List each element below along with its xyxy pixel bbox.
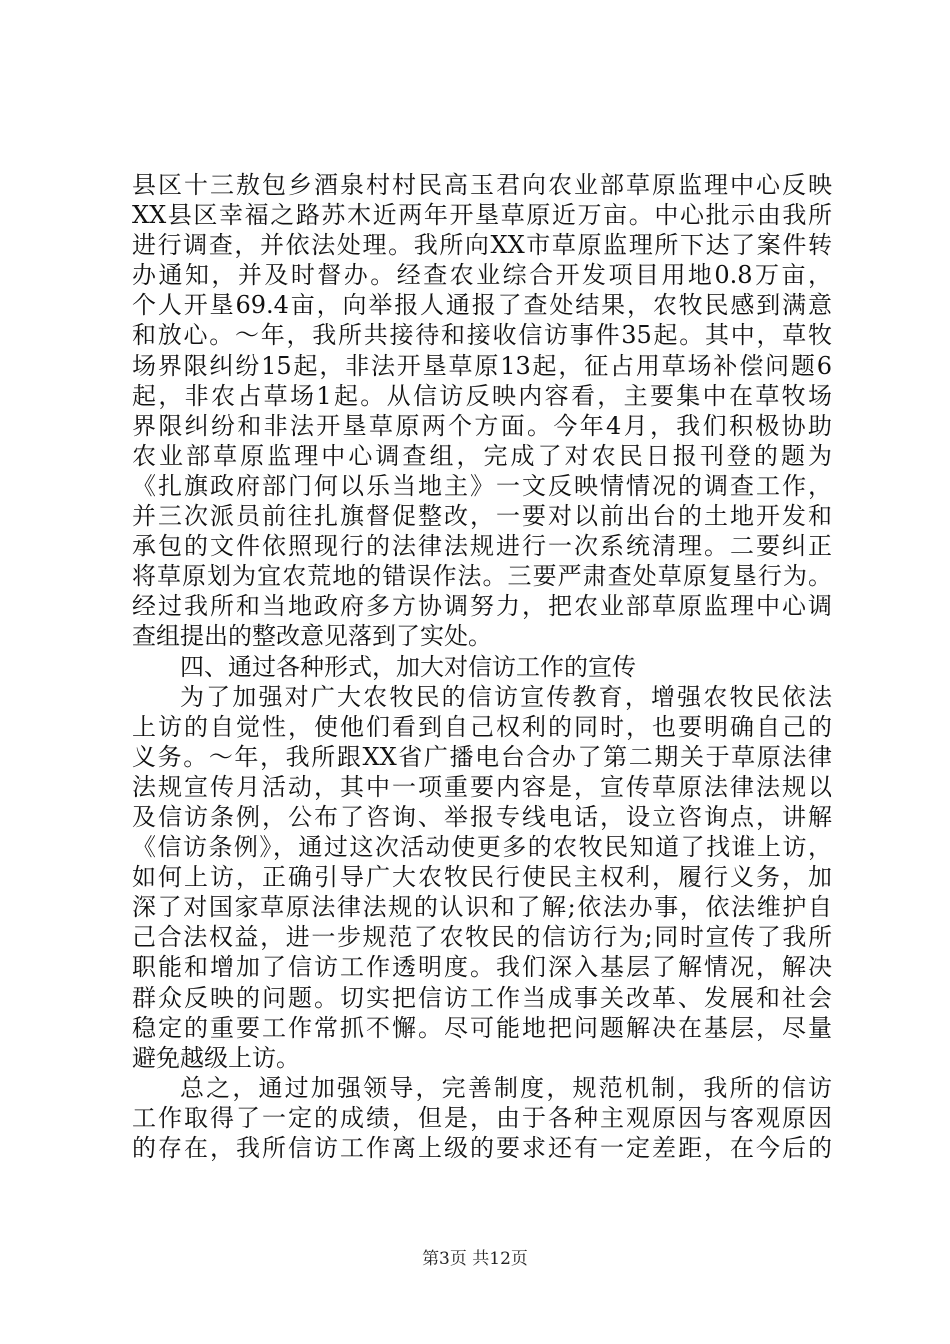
text-line: 深了对国家草原法律法规的认识和了解;依法办事，依法维护自 [132,893,832,922]
text-line: 进行调查，并依法处理。我所向XX市草原监理所下达了案件转 [132,231,832,260]
text-line: 经过我所和当地政府多方协调努力，把农业部草原监理中心调 [132,592,832,621]
page-footer: 第3页 共12页 [422,1249,528,1269]
text-line: 如何上访，正确引导广大农牧民行使民主权利，履行义务，加 [132,863,832,892]
text-line: 《扎旗政府部门何以乐当地主》一文反映情情况的调查工作， [132,471,832,500]
text-line: 法规宣传月活动，其中一项重要内容是，宣传草原法律法规以 [132,772,832,801]
text-line: 及信访条例，公布了咨询、举报专线电话，设立咨询点，讲解 [132,802,832,831]
text-line: 并三次派员前往扎旗督促整改，一要对以前出台的土地开发和 [132,502,832,531]
text-line: 上访的自觉性，使他们看到自己权利的同时，也要明确自己的 [132,712,832,741]
text-line: 总之，通过加强领导，完善制度，规范机制，我所的信访 [180,1073,832,1102]
text-line: 义务。～年，我所跟XX省广播电台合办了第二期关于草原法律 [132,742,832,771]
text-line: 和放心。～年，我所共接待和接收信访事件35起。其中，草牧 [132,321,832,350]
text-line: 界限纠纷和非法开垦草原两个方面。今年4月，我们积极协助 [132,411,832,440]
text-line: XX县区幸福之路苏木近两年开垦草原近万亩。中心批示由我所 [132,201,832,230]
text-line: 的存在，我所信访工作离上级的要求还有一定差距，在今后的 [132,1134,832,1162]
text-line: 己合法权益，进一步规范了农牧民的信访行为;同时宣传了我所 [132,923,832,952]
body-text [132,170,832,1163]
text-line: 承包的文件依照现行的法律法规进行一次系统清理。二要纠正 [132,532,832,561]
text-line: 办通知，并及时督办。经查农业综合开发项目用地0.8万亩， [132,261,832,290]
text-line: 群众反映的问题。切实把信访工作当成事关改革、发展和社会 [132,983,832,1012]
text-line: 农业部草原监理中心调查组，完成了对农民日报刊登的题为 [132,441,832,470]
text-line: 四、通过各种形式，加大对信访工作的宣传 [180,652,636,681]
text-line: 场界限纠纷15起，非法开垦草原13起，征占用草场补偿问题6 [132,351,832,380]
text-line: 稳定的重要工作常抓不懈。尽可能地把问题解决在基层，尽量 [132,1013,832,1042]
text-line: 县区十三敖包乡酒泉村村民高玉君向农业部草原监理中心反映 [132,171,832,199]
text-line: 《信访条例》，通过这次活动使更多的农牧民知道了找谁上访， [132,833,832,862]
text-line: 将草原划为宜农荒地的错误作法。三要严肃查处草原复垦行为。 [132,562,832,591]
text-line: 工作取得了一定的成绩，但是，由于各种主观原因与客观原因 [132,1103,832,1132]
text-line: 个人开垦69.4亩，向举报人通报了查处结果，农牧民感到满意 [132,291,832,320]
text-line: 为了加强对广大农牧民的信访宣传教育，增强农牧民依法 [180,682,832,711]
text-line: 职能和增加了信访工作透明度。我们深入基层了解情况，解决 [132,953,832,982]
text-line: 起，非农占草场1起。从信访反映内容看，主要集中在草牧场 [132,381,832,410]
text-line: 避免越级上访。 [132,1043,300,1072]
text-line: 查组提出的整改意见落到了实处。 [132,622,492,651]
